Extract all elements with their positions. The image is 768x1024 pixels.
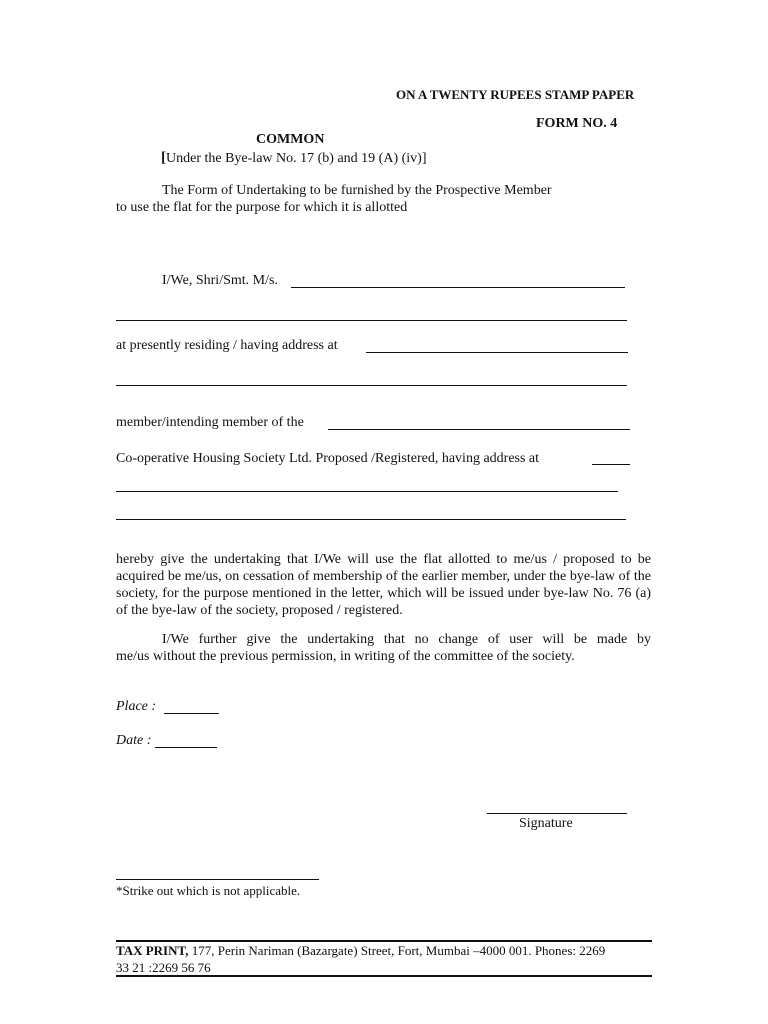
bye-law-text: Under the Bye-law No. 17 (b) and 19 (A) (iv)] — [166, 151, 427, 166]
address-continuation-line[interactable] — [116, 385, 627, 386]
undertaking-paragraph-2-line-2: me/us without the previous permission, in writing of the committee of the society. — [116, 649, 575, 664]
place-label: Place : — [116, 699, 157, 714]
date-label: Date : — [116, 733, 152, 748]
name-continuation-line[interactable] — [116, 320, 627, 321]
name-label: I/We, Shri/Smt. M/s. — [162, 273, 278, 288]
member-label: member/intending member of the — [116, 415, 304, 430]
date-fill-line[interactable] — [155, 747, 217, 748]
signature-fill-line[interactable] — [487, 813, 627, 814]
intro-line-1: The Form of Undertaking to be furnished by the Prospective Member — [162, 183, 552, 198]
footnote-separator — [116, 879, 319, 880]
society-address-label: Co-operative Housing Society Ltd. Proposed /Registered, having address at — [116, 451, 540, 466]
society-name-fill-line[interactable] — [328, 429, 630, 430]
name-fill-line[interactable] — [291, 287, 625, 288]
form-number: FORM NO. 4 — [536, 116, 618, 131]
form-category-title: COMMON — [256, 132, 325, 147]
society-address-line-2[interactable] — [116, 491, 618, 492]
bracket-open: [ — [161, 150, 166, 166]
address-label: at presently residing / having address at — [116, 338, 338, 353]
society-address-fill-line[interactable] — [592, 464, 630, 465]
address-fill-line[interactable] — [366, 352, 628, 353]
footer-brand: TAX PRINT, — [116, 943, 189, 958]
footer-address: 177, Perin Nariman (Bazargate) Street, Fort, Mumbai –4000 001. Phones: 2269 — [188, 943, 606, 958]
footer-address-line-1 — [116, 943, 605, 959]
stamp-paper-note: ON A TWENTY RUPEES STAMP PAPER — [396, 87, 635, 102]
bye-law-reference — [161, 150, 426, 167]
place-fill-line[interactable] — [164, 713, 219, 714]
society-address-line-3[interactable] — [116, 519, 626, 520]
footer-bottom-rule — [116, 975, 652, 977]
footnote-text: *Strike out which is not applicable. — [116, 883, 301, 898]
footer-address-line-2: 33 21 :2269 56 76 — [116, 960, 211, 975]
undertaking-paragraph: hereby give the undertaking that I/We will use the flat allotted to me/us / proposed to be acquired be me/us, on cessation of membership of the earlier member, under the bye-law of the society, for the purpose mentioned in the letter, which will be issued under bye-law No. 76 (a) of the bye-law of the society, proposed / registered. — [116, 552, 651, 618]
undertaking-paragraph-2-line-1: I/We further give the undertaking that no change of user will be made by — [162, 632, 651, 647]
intro-line-2: to use the flat for the purpose for which it is allotted — [116, 200, 408, 215]
footer-top-rule — [116, 940, 652, 942]
signature-label: Signature — [519, 816, 573, 831]
